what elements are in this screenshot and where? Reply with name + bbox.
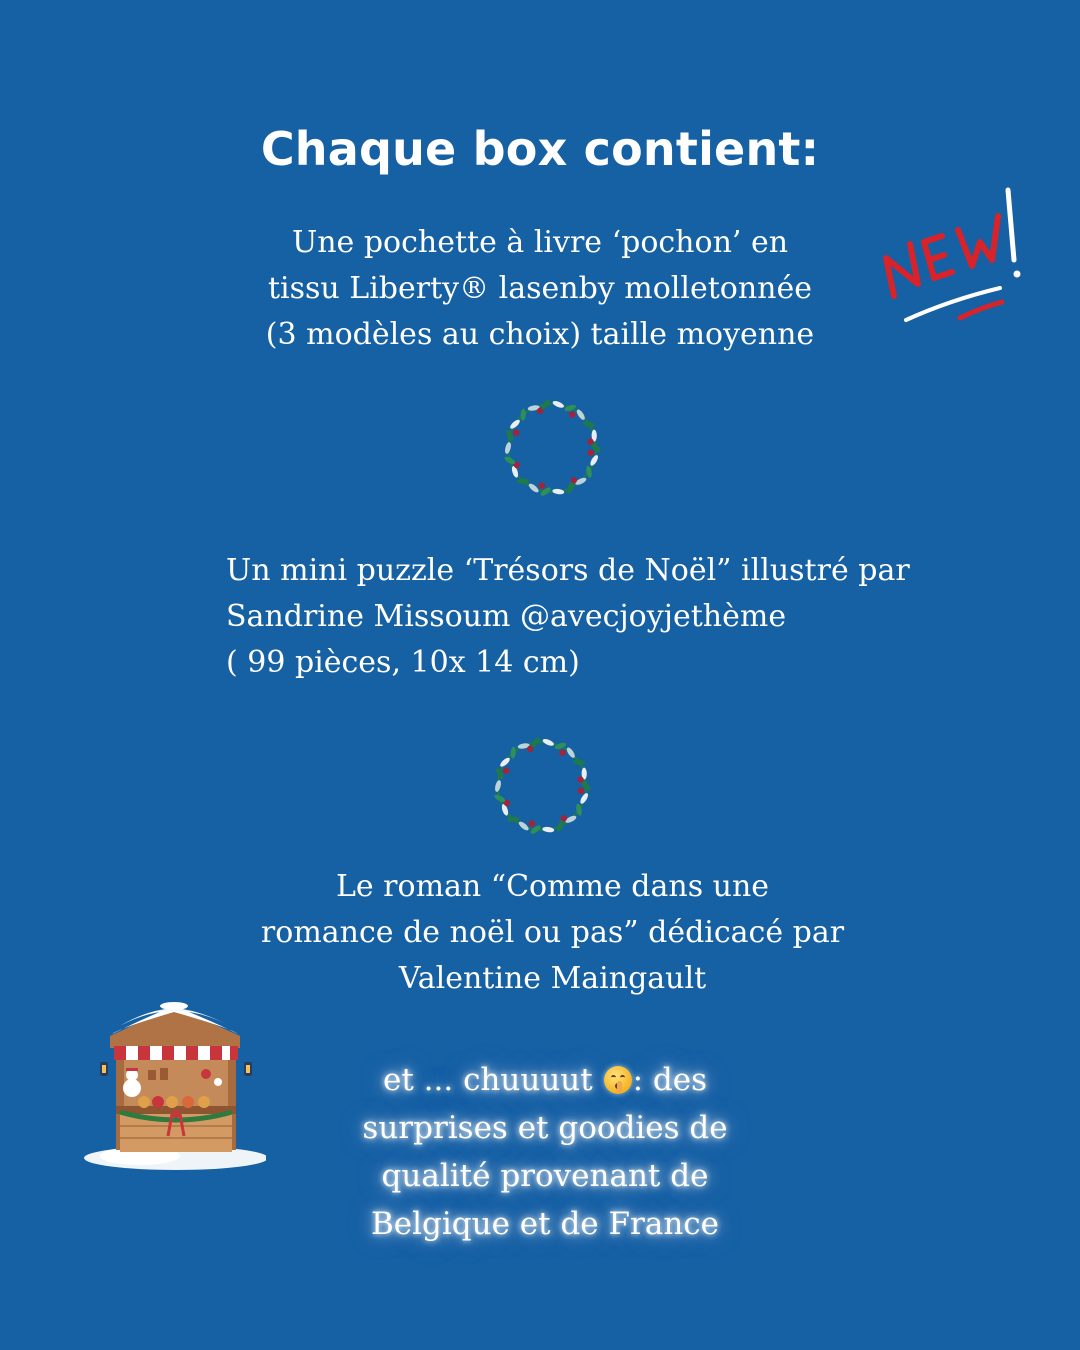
new-badge-lettering xyxy=(880,180,1030,330)
item-roman xyxy=(180,864,925,1002)
wreath-icon xyxy=(496,392,608,504)
item-line: Une pochette à livre ‘pochon’ en xyxy=(291,225,789,260)
item-puzzle xyxy=(226,548,1026,686)
surprise-text xyxy=(300,1056,790,1248)
surprise-line: qualité provenant de xyxy=(381,1158,709,1194)
item-pochette xyxy=(190,220,890,358)
item-line: tissu Liberty® lasenby molletonnée xyxy=(267,271,812,306)
surprise-line: Belgique et de France xyxy=(371,1206,719,1242)
wreath-icon xyxy=(486,730,598,842)
item-line: romance de noël ou pas” dédicacé par xyxy=(260,915,845,950)
item-line: Le roman “Comme dans une xyxy=(335,869,770,904)
surprise-line-end: : des xyxy=(632,1062,707,1098)
surprise-line xyxy=(300,1056,790,1104)
page-title: Chaque box contient: xyxy=(260,122,820,176)
surprise-line-start: et ... chuuuut xyxy=(383,1062,603,1098)
item-line: ( 99 pièces, 10x 14 cm) xyxy=(226,645,580,680)
item-line: (3 modèles au choix) taille moyenne xyxy=(265,317,815,352)
shushing-face-icon xyxy=(604,1066,632,1094)
christmas-market-stall-icon xyxy=(80,998,266,1178)
surprise-line: surprises et goodies de xyxy=(362,1110,728,1146)
item-line: Un mini puzzle ‘Trésors de Noël” illustré par xyxy=(226,553,910,588)
new-badge xyxy=(880,180,1030,330)
item-line: Sandrine Missoum @avecjoyjethème xyxy=(226,599,787,634)
item-line: Valentine Maingault xyxy=(398,961,707,996)
